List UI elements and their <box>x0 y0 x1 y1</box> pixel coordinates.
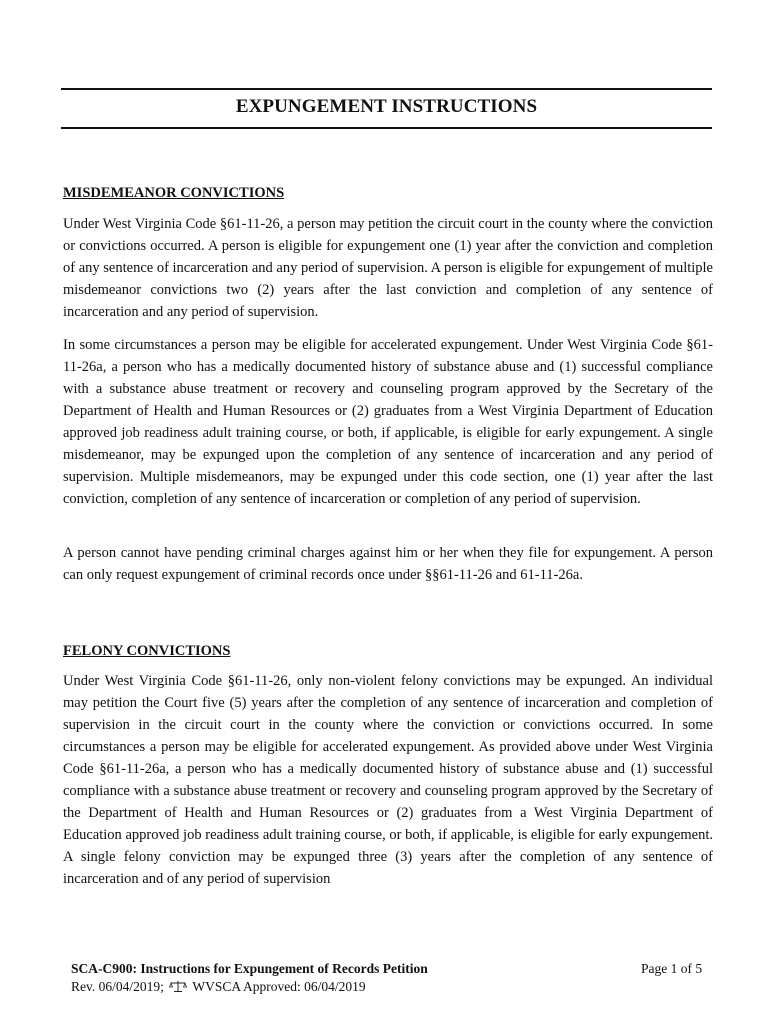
footer-revision-line <box>71 979 366 997</box>
footer-approval: WVSCA Approved: 06/04/2019 <box>192 979 366 994</box>
scales-of-justice-icon <box>169 980 187 997</box>
title-rule-bottom <box>61 127 712 129</box>
felony-paragraph-1: Under West Virginia Code §61-11-26, only non-violent felony convictions may be expunged. An individual may petition the Court five (5) years after the completion of any sentence of incarceration and completion of supervision in the circuit court in the county where the conviction or convictions occurred. In some circumstances a person may be eligible for accelerated expungement. As provided above under West Virginia Code §61-11-26a, a person who has a medically documented history of substance abuse and (1) successful compliance with a substance abuse treatment or recovery and counseling program approved by the Secretary of the Department of Health and Human Resources or (2) graduates from a West Virginia Department of Education approved job readiness adult training course, or both, if applicable, is eligible for early expungement. A single felony conviction may be expunged three (3) years after the completion of any sentence of incarceration and of any period of supervision <box>63 673 713 887</box>
title-rule-top <box>61 88 712 90</box>
misdemeanor-heading: MISDEMEANOR CONVICTIONS <box>63 185 285 201</box>
footer-form-title: SCA-C900: Instructions for Expungement of Records Petition <box>71 961 428 976</box>
misdemeanor-paragraph-3: A person cannot have pending criminal charges against him or her when they file for expungement. A person can only request expungement of criminal records once under §§61-11-26 and 61-11-26a. <box>63 545 713 583</box>
misdemeanor-paragraph-2: In some circumstances a person may be eligible for accelerated expungement. Under West Virginia Code §61-11-26a, a person who has a medically documented history of substance abuse and (1) successful compliance with a substance abuse treatment or recovery and counseling program approved by the Secretary of the Department of Health and Human Resources or (2) graduates from a West Virginia Department of Education approved job readiness adult training course, or both, if applicable, is eligible for early expungement. A single misdemeanor, may be expunged upon the completion of any sentence of incarceration and any period of supervision. Multiple misdemeanors, may be expunged under this code section, one (1) year after the last conviction, completion of any sentence of incarceration or completion of any period of supervision. <box>63 337 713 507</box>
felony-heading: FELONY CONVICTIONS <box>63 643 231 659</box>
footer-revision: Rev. 06/04/2019; <box>71 979 164 994</box>
misdemeanor-paragraph-1: Under West Virginia Code §61-11-26, a person may petition the circuit court in the county where the conviction or convictions occurred. A person is eligible for expungement one (1) year after the conviction and completion of any sentence of incarceration and any period of supervision. A person is eligible for expungement of multiple misdemeanor convictions two (2) years after the last conviction and completion of any sentence of incarceration and any period of supervision. <box>63 216 713 320</box>
footer-page-number: Page 1 of 5 <box>641 961 703 976</box>
page-title: EXPUNGEMENT INSTRUCTIONS <box>235 96 538 117</box>
